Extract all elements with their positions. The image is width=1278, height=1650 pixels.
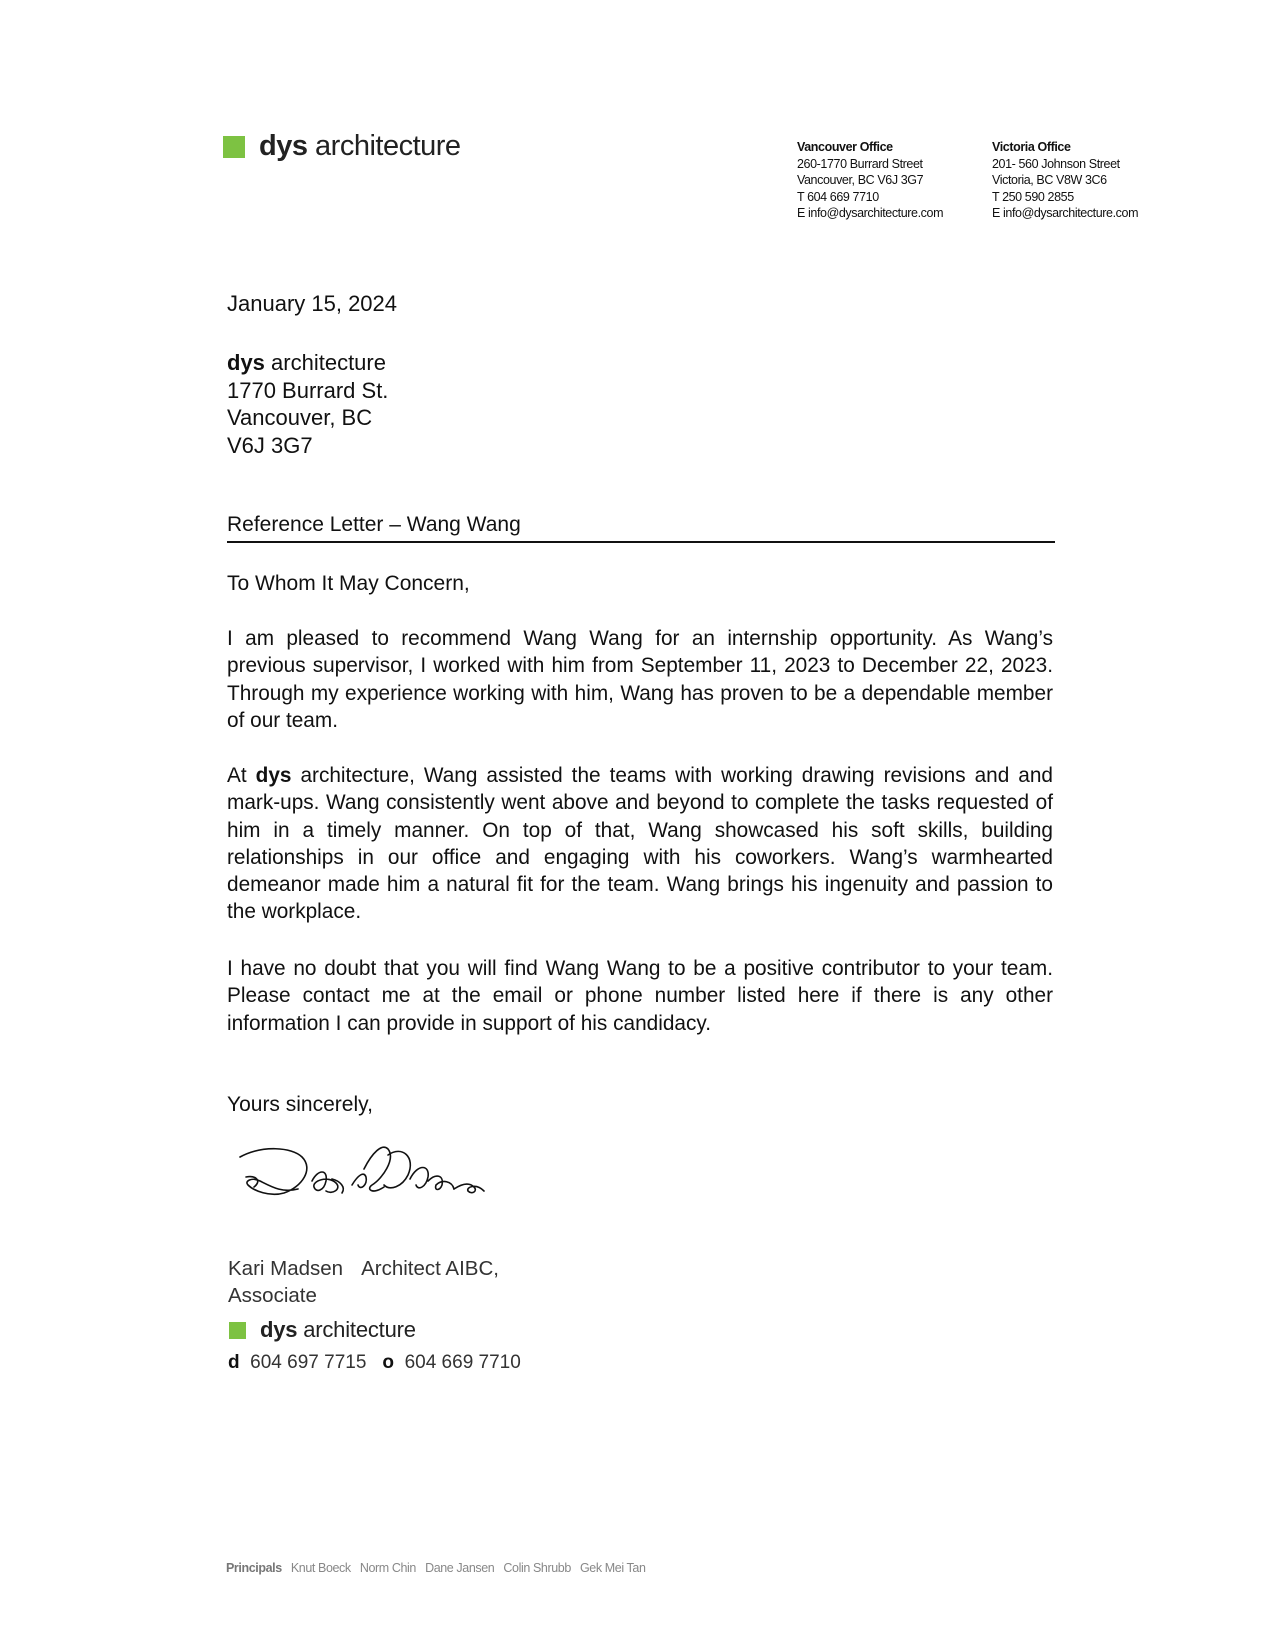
vancouver-office-city: Vancouver, BC V6J 3G7 (797, 173, 924, 187)
vancouver-office-phone: T 604 669 7710 (797, 189, 879, 204)
recipient-address (227, 349, 388, 459)
letterhead-logo (223, 132, 461, 161)
vancouver-office-block (797, 139, 943, 222)
recipient-postal: V6J 3G7 (227, 432, 313, 458)
signer-name: Kari Madsen (228, 1257, 344, 1280)
salutation: To Whom It May Concern, (227, 572, 470, 595)
recipient-street: 1770 Burrard St. (227, 377, 389, 403)
office-label: o (382, 1352, 395, 1373)
victoria-office-phone: T 250 590 2855 (992, 189, 1074, 204)
vancouver-office-title: Vancouver Office (797, 140, 893, 154)
principal-name: Gek Mei Tan (579, 1561, 646, 1575)
direct-label: d (228, 1352, 240, 1373)
recipient-city: Vancouver, BC (227, 405, 373, 430)
letter-subject: Reference Letter – Wang Wang (227, 513, 1055, 543)
signature-logo-square-icon (229, 1322, 246, 1339)
victoria-office-street: 201- 560 Johnson Street (992, 156, 1120, 171)
victoria-office-block (992, 139, 1138, 222)
closing: Yours sincerely, (227, 1093, 373, 1116)
signer-role: Associate (228, 1283, 317, 1307)
victoria-office-email: E info@dysarchitecture.com (992, 206, 1139, 220)
logo-wordmark: dys architecture (259, 130, 461, 162)
office-phone: 604 669 7710 (404, 1352, 521, 1373)
principal-name: Norm Chin (359, 1561, 416, 1575)
footer-principals (226, 1561, 646, 1575)
paragraph-3: I have no doubt that you will find Wang Wang to be a positive contributor to your team. Please contact me at the email or phone number listed here if there is any other information I can provide in support of his candidacy. (227, 957, 1053, 1035)
signature-image (232, 1135, 502, 1215)
principal-name: Dane Jansen (425, 1561, 495, 1575)
principal-name: Colin Shrubb (503, 1561, 571, 1575)
principals-label: Principals (226, 1561, 282, 1575)
victoria-office-title: Victoria Office (992, 140, 1071, 154)
letter-date: January 15, 2024 (227, 291, 398, 316)
paragraph-2: At dys architecture, Wang assisted the teams with working drawing revisions and and mark-ups. Wang consistently went above and beyond to complete the tasks requested of him in a timely manner. On top of that, Wang showcased his soft skills, building relationships in our office and engaging with his coworkers. Wang’s warmhearted demeanor made him a natural fit for the team. Wang brings his ingenuity and passion to the workplace. (227, 764, 1053, 924)
vancouver-office-email: E info@dysarchitecture.com (797, 206, 944, 220)
signature-logo-wordmark: dys architecture (260, 1317, 416, 1342)
handwritten-signature (232, 1135, 502, 1220)
signer-block (228, 1256, 499, 1309)
recipient-name: dys architecture (227, 350, 386, 375)
signer-title: Architect AIBC, (361, 1257, 499, 1280)
logo-square-icon (223, 136, 245, 158)
direct-phone: 604 697 7715 (250, 1352, 367, 1373)
signer-phones (228, 1352, 521, 1374)
vancouver-office-street: 260-1770 Burrard Street (797, 156, 923, 171)
victoria-office-city: Victoria, BC V8W 3C6 (992, 173, 1107, 187)
paragraph-1: I am pleased to recommend Wang Wang for an internship opportunity. As Wang’s previous supervisor, I worked with him from September 11, 2023 to December 22, 2023. Through my experience working with him, Wang has proven to be a dependable member of our team. (227, 627, 1053, 732)
principal-name: Knut Boeck (290, 1561, 351, 1575)
signature-logo (229, 1319, 416, 1341)
